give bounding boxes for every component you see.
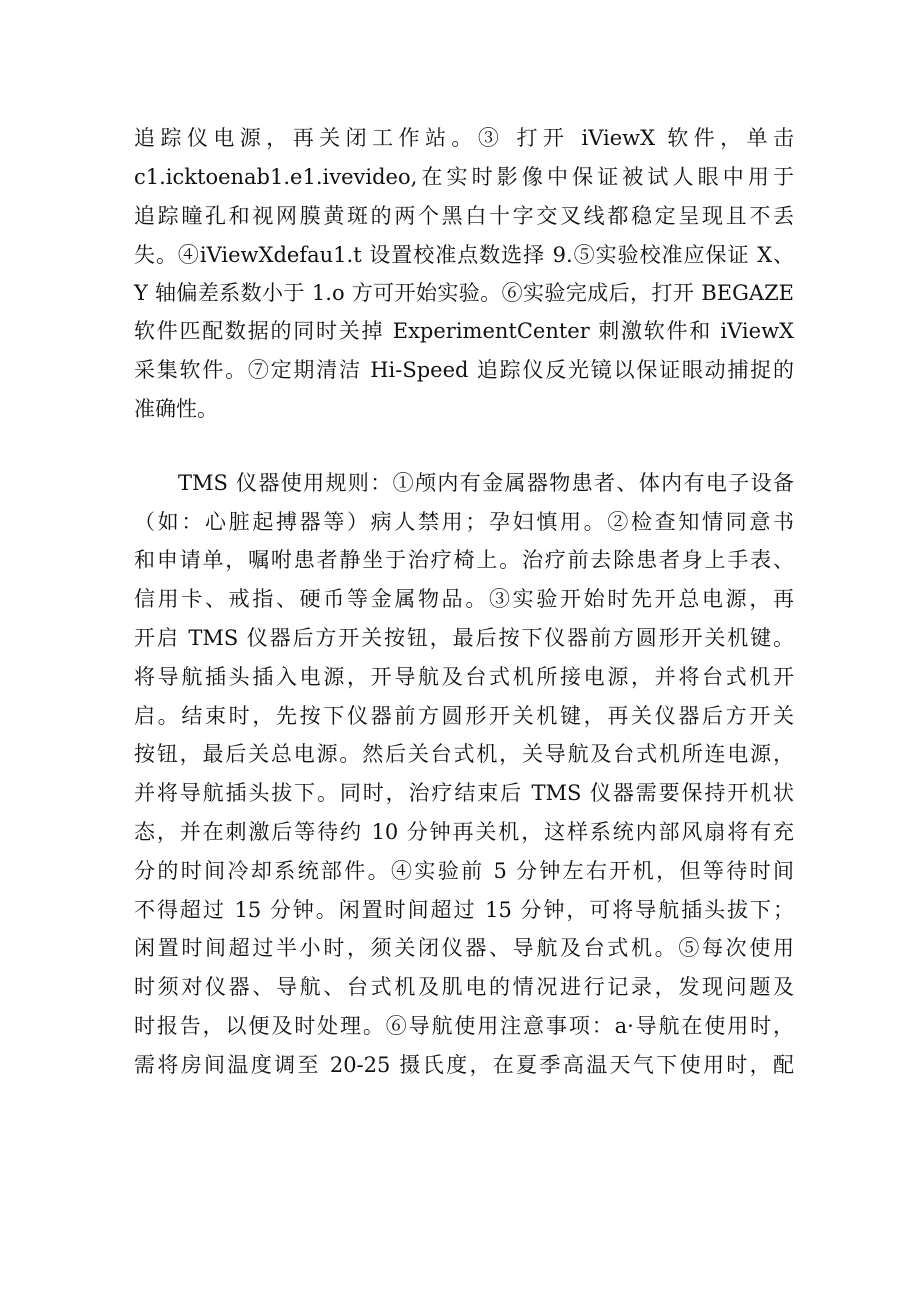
paragraph-1-line-3: 追踪瞳孔和视网膜黄斑的两个黑白十字交叉线都稳定呈现且不丢 — [134, 204, 794, 228]
paragraph-2-line-14: 时须对仪器、导航、台式机及肌电的情况进行记录，发现问题及 — [134, 975, 794, 999]
paragraph-1-line-1: 追踪仪电源，再关闭工作站。③ 打开 iViewX 软件，单击 — [134, 126, 794, 150]
paragraph-1-line-5: Y 轴偏差系数小于 1.o 方可开始实验。⑥实验完成后，打开 BEGAZE — [134, 281, 794, 305]
paragraph-1-line-4: 失。④iViewXdefau1.t 设置校准点数选择 9.⑤实验校准应保证 X、 — [134, 243, 794, 267]
paragraph-2-line-12: 不得超过 15 分钟。闲置时间超过 15 分钟，可将导航插头拔下； — [134, 898, 794, 922]
paragraph-2-line-15: 时报告，以便及时处理。⑥导航使用注意事项：a·导航在使用时， — [134, 1014, 794, 1038]
paragraph-1-line-8: 准确性。 — [134, 397, 218, 421]
paragraph-2-line-4: 信用卡、戒指、硬币等金属物品。③实验开始时先开总电源，再 — [134, 587, 794, 611]
paragraph-1-line-7: 采集软件。⑦定期清洁 Hi-Speed 追踪仪反光镜以保证眼动捕捉的 — [134, 358, 794, 382]
paragraph-2-line-13: 闲置时间超过半小时，须关闭仪器、导航及台式机。⑤每次使用 — [134, 936, 794, 960]
paragraph-1-line-2: c1.icktoenab1.e1.ivevideo,在实时影像中保证被试人眼中用于 — [134, 165, 794, 189]
paragraph-2-line-16: 需将房间温度调至 20-25 摄氏度，在夏季高温天气下使用时，配 — [134, 1053, 794, 1077]
paragraph-2-line-8: 按钮，最后关总电源。然后关台式机，关导航及台式机所连电源， — [134, 742, 794, 766]
paragraph-2-line-11: 分的时间冷却系统部件。④实验前 5 分钟左右开机，但等待时间 — [134, 859, 794, 883]
paragraph-2-line-10: 态，并在刺激后等待约 10 分钟再关机，这样系统内部风扇将有充 — [134, 820, 794, 844]
paragraph-2-line-7: 启。结束时，先按下仪器前方圆形开关机键，再关仪器后方开关 — [134, 704, 794, 728]
paragraph-2-line-9: 并将导航插头拔下。同时，治疗结束后 TMS 仪器需要保持开机状 — [134, 781, 794, 805]
paragraph-2-line-5: 开启 TMS 仪器后方开关按钮，最后按下仪器前方圆形开关机键。 — [134, 626, 794, 650]
paragraph-1-line-6: 软件匹配数据的同时关掉 ExperimentCenter 刺激软件和 iViewX — [134, 319, 794, 343]
paragraph-2-line-3: 和申请单，嘱咐患者静坐于治疗椅上。治疗前去除患者身上手表、 — [134, 548, 794, 572]
paragraph-2-line-1: TMS 仪器使用规则：①颅内有金属器物患者、体内有电子设备 — [178, 471, 794, 495]
paragraph-2-line-6: 将导航插头插入电源，开导航及台式机所接电源，并将台式机开 — [134, 665, 794, 689]
paragraph-2-line-2: （如：心脏起搏器等）病人禁用；孕妇慎用。②检查知情同意书 — [134, 510, 794, 534]
